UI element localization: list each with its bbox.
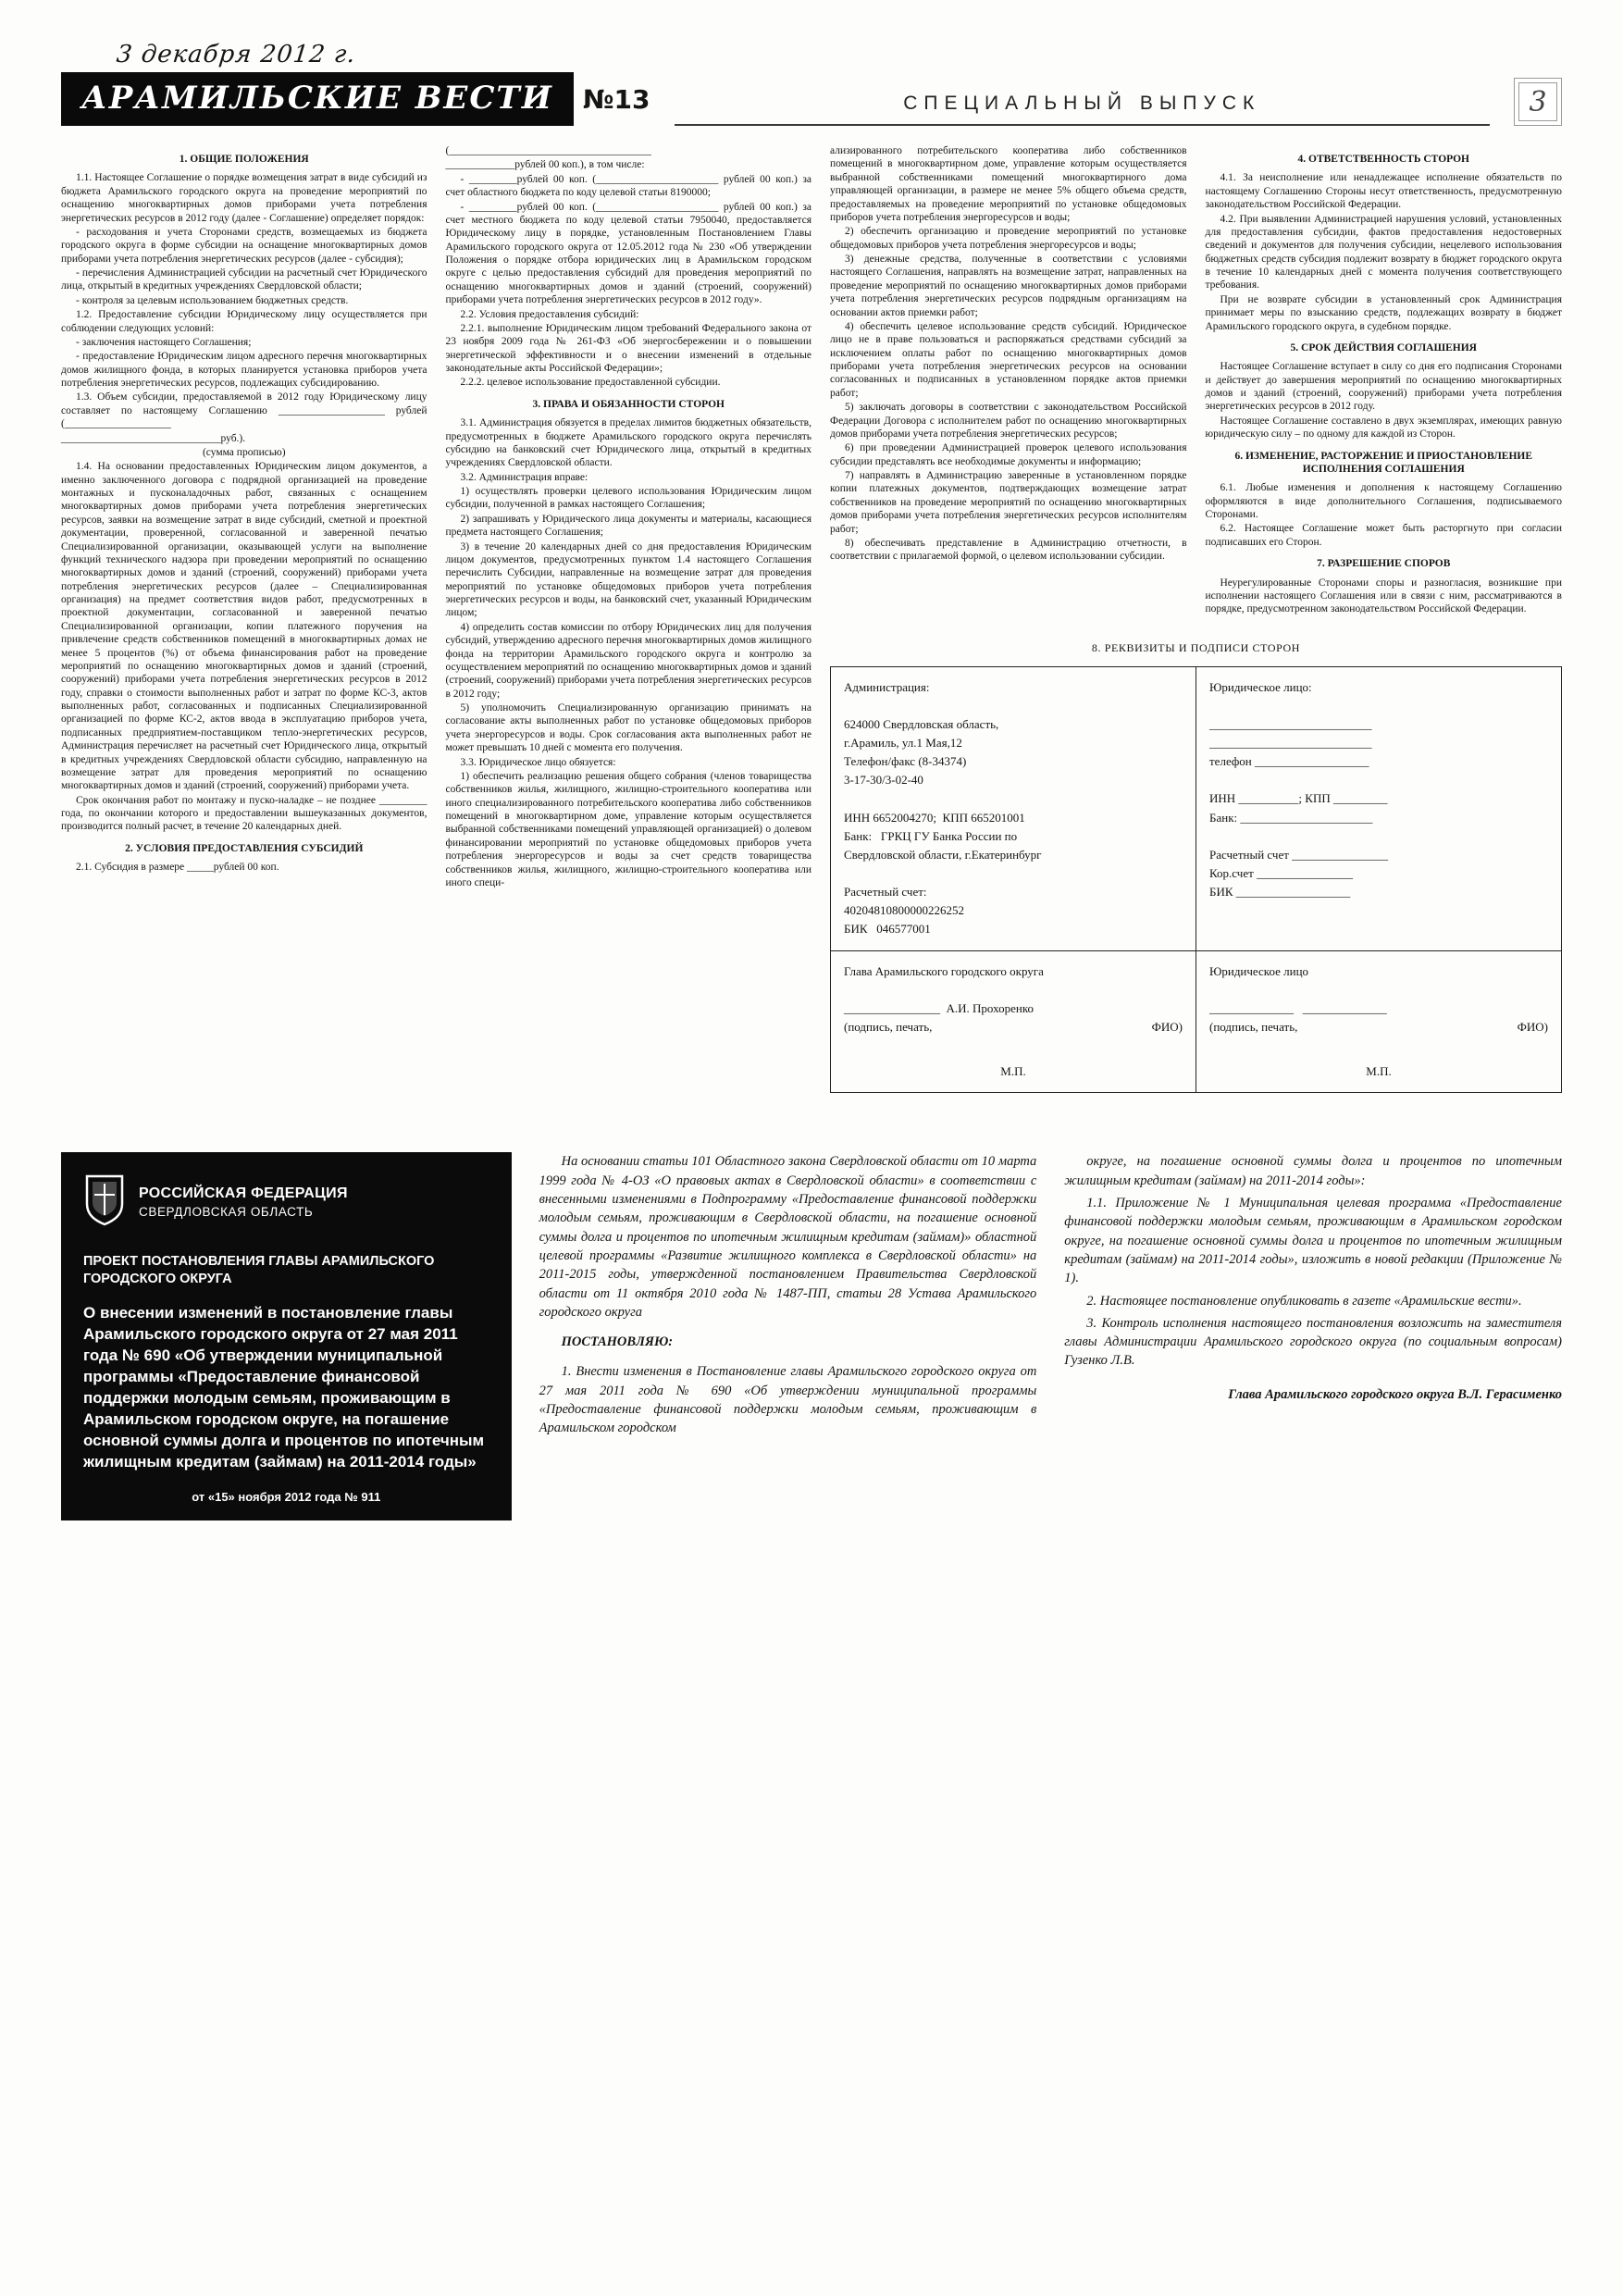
section-heading: 2. УСЛОВИЯ ПРЕДОСТАВЛЕНИЯ СУБСИДИЙ	[125, 842, 364, 854]
text-line	[1209, 827, 1548, 846]
paragraph: М.П.	[1000, 1064, 1026, 1079]
section-title-wrap	[675, 93, 1491, 126]
paragraph: 2. Настоящее постановление опубликовать в газете «Арамильские вести».	[1086, 1293, 1522, 1309]
resolution-date: от «15» ноября 2012 года № 911	[192, 1489, 381, 1504]
page-number-box	[1514, 78, 1562, 126]
text-line: ___________________________	[1209, 716, 1372, 731]
text-line	[1209, 1036, 1548, 1055]
paragraph: 3.1. Администрация обязуется в пределах лимитов бюджетных обязательств, предусмотренных в бюджете Арамильского городского округа перечислять субсидию на банковский счет Юридического лица, открытый в кредитных учреждениях Свердловской области.	[445, 417, 812, 469]
resolution-column-1	[539, 1152, 1037, 1520]
text-line: ИНН __________; КПП _________	[1209, 791, 1388, 806]
paragraph: (сумма прописью)	[202, 446, 286, 458]
text-line: 40204810800000226252	[844, 903, 964, 918]
coat-of-arms-icon	[83, 1173, 126, 1231]
page-number: 3	[1518, 82, 1557, 121]
text-line: ИНН 6652004270; КПП 665201001	[844, 810, 1025, 825]
text-line: Расчетный счет ________________	[1209, 847, 1389, 862]
admin-requisites-cell	[831, 666, 1196, 950]
paragraph: При не возврате субсидии в установленный срок Администрация принимает меры по взысканию средств, подлежащих возврату в бюджет Арамильского городского округа, в судебном порядке.	[1205, 293, 1562, 332]
text-line: Администрация:	[844, 679, 930, 694]
paragraph: - предоставление Юридическим лицом адресного перечня многоквартирных домов жилищного фонда, в которых планируется установка приборов учета потребления энергетических ресурсов, подлежащих субсидированию.	[61, 351, 427, 389]
text-line: Банк: ______________________	[1209, 810, 1373, 825]
legal-entity-signature-cell	[1196, 950, 1562, 1093]
text-line: Банк: ГРКЦ ГУ Банка России по	[844, 828, 1018, 843]
text-line: БИК 046577001	[844, 922, 931, 937]
paragraph: 2) обеспечить организацию и проведение мероприятий по установке общедомовых приборов учета потребления энергоресурсов и воды;	[830, 226, 1187, 251]
section-heading: 6. ИЗМЕНЕНИЕ, РАСТОРЖЕНИЕ И ПРИОСТАНОВЛЕНИЕ ИСПОЛНЕНИЯ СОГЛАШЕНИЯ	[1234, 450, 1533, 475]
paragraph: 1.2. Предоставление субсидии Юридическому лицу осуществляется при соблюдении следующих условий:	[61, 309, 427, 334]
paragraph: (______________________________________	[445, 145, 651, 156]
paragraph: 6.1. Любые изменения и дополнения к настоящему Соглашению оформляются в виде дополнительного Соглашения, подписываемого Сторонами.	[1205, 482, 1562, 520]
paragraph: 2) запрашивать у Юридического лица документы и материалы, касающиеся предмета настоящего Соглашения;	[445, 513, 812, 539]
text-line: Свердловской области, г.Екатеринбург	[844, 847, 1042, 862]
paragraph: - перечисления Администрацией субсидии на расчетный счет Юридического лица, открытый в кредитных учреждениях Свердловской области;	[61, 267, 427, 292]
paragraph: 2.2.2. целевое использование предоставленной субсидии.	[460, 377, 721, 389]
text-line	[844, 864, 1183, 883]
requisites-table	[830, 666, 1562, 1094]
text-line	[844, 981, 1183, 999]
text-line	[1209, 981, 1548, 999]
resolution-authority	[139, 1185, 348, 1219]
region-label: СВЕРДЛОВСКАЯ ОБЛАСТЬ	[139, 1204, 314, 1219]
page-header	[61, 41, 1562, 126]
agreement-right-half	[830, 144, 1562, 1093]
split-right: ФИО)	[1151, 1020, 1183, 1035]
text-line: 3-17-30/3-02-40	[844, 773, 923, 788]
paragraph: - _________рублей 00 коп. (_______________________ рублей 00 коп.) за счет областного бюджета по коду целевой статьи 8190000;	[445, 173, 812, 199]
resolution-sidebar	[61, 1152, 512, 1520]
text-line: Глава Арамильского городского округа	[844, 963, 1044, 978]
paragraph: 4.1. За неисполнение или ненадлежащее исполнение обязательств по настоящему Соглашению Стороны несут ответственность, предусмотренную законодательством Российской Федерации.	[1205, 172, 1562, 211]
split-left: (подпись, печать,	[844, 1020, 933, 1035]
requisites-heading: 8. РЕКВИЗИТЫ И ПОДПИСИ СТОРОН	[1091, 640, 1301, 654]
resolution-column-2	[1064, 1152, 1562, 1520]
paragraph: - контроля за целевым использованием бюджетных средств.	[76, 294, 349, 306]
paragraph: 5) заключать договоры в соответствии с законодательством Российской Федерации Договора с исполнителем работ по оснащению многоквартирных домов приборами учета потребления энергетических ресурсов;	[830, 402, 1187, 440]
paragraph: 3) денежные средства, полученные в соответствии с условиями настоящего Соглашения, направлять на возмещение затрат, направленных на проведение мероприятий по оснащению многоквартирных домов приборами учета потребления энергетических ресурсов подрядным организациям на основании актов приемки работ;	[830, 254, 1187, 318]
resolution-sidebar-head	[83, 1173, 489, 1242]
signatures-row	[831, 950, 1562, 1093]
text-line: Расчетный счет:	[844, 885, 927, 900]
paragraph: - заключения настоящего Соглашения;	[76, 336, 252, 348]
text-line: г.Арамиль, ул.1 Мая,12	[844, 736, 962, 751]
paragraph: округе, на погашение основной суммы долга и процентов по ипотечным жилищным кредитам (займам) на 2011-2014 годы»:	[1064, 1154, 1562, 1188]
paragraph: 1) обеспечить реализацию решения общего собрания (членов товарищества собственников жилья, жилищного, жилищно-строительного кооператива или иного специализированного потребительского кооператива либо собственников помещений в многоквартирном доме, управление которым осуществляется выбранной собственниками помещений управляющей организацией) о долевом финансировании мероприятий по установке общедомовых приборов учета потребления энергоресурсов и воды за счет средств товарищества собственников жилья, жилищного, жилищно-строительного кооператива или иного специ-	[445, 770, 812, 888]
paragraph: 4) обеспечить целевое использование средств субсидий. Юридическое лицо не в праве пользоваться и распоряжаться средствами субсидий за исключением оплаты работ по оснащению многоквартирных домов приборами учета потребления энергетических ресурсов на основании согласованных и подписанных в установленном порядке актов приемки работ;	[830, 320, 1187, 399]
text-line: Юридическое лицо	[1209, 963, 1309, 978]
paragraph: 1.4. На основании предоставленных Юридическим лицом документов, а именно заключенного договора с подрядной организацией на проведение монтажных и пусконаладочных работ, связанных с оснащением многоквартирных домов приборами учета потребления энергетических ресурсов, заявки на возмещение затрат в виде субсидий, сметной и проектной документации, проверенной, согласованной и заверенной печатью Специализированной организации, оказывающей услуги на выполнение функций технического надзора при проведении мероприятий по оснащению многоквартирных домов и зданий (строений, сооружений) приборами учета потребления энергетических ресурсов (далее – Специализированная организация) на предмет соответствия видов работ, предусмотренных в проектной документации, согласованной и заверенной печатью Специализированной организации, копии платежного поручения на привлечение средств собственников помещений в многоквартирных домах не менее 5 процентов (%) от объема финансирования работ на проведение мероприятий по оснащению многоквартирных домов и зданий (строений, сооружений) приборами учета потребления энергетических ресурсов в 2012 году, справки о стоимости выполненных работ и затрат по форме КС-3, актов выполненных работ, согласованных и подписанных Специализированной организацией по форме КС-2, актов ввода в эксплуатацию приборов учета, подписанных предприятием-поставщиком тепло-энергетических ресурсов, Администрация перечисляет на расчетный счет Юридического лица, открытый в кредитных учреждениях Свердловской области субсидию, направленную на возмещение затрат для проведения мероприятий по оснащению многоквартирных домов и зданий (строений, сооружений) приборами учета.	[61, 461, 427, 792]
paragraph: 7) направлять в Администрацию заверенные в установленном порядке копии платежных документов, подтверждающих возмещение затрат собственников на проведение мероприятий по оснащению многоквартирных домов приборами учета потребления энергетических ресурсов исполнителям работ;	[830, 470, 1187, 535]
paragraph: 1.3. Объем субсидии, предоставляемой в 2012 году Юридическому лицу составляет по настоящему Соглашению ____________________ рублей (____________________	[61, 391, 427, 430]
admin-signature-cell	[831, 950, 1196, 1093]
agreement-column-2	[446, 144, 812, 1093]
masthead-row	[61, 72, 650, 126]
text-line: телефон ___________________	[1209, 754, 1369, 769]
paragraph: 2.2. Условия предоставления субсидий:	[460, 308, 639, 320]
split-left: (подпись, печать,	[1209, 1020, 1298, 1035]
issue-date: 3 декабря 2012 г.	[115, 41, 358, 68]
split-right: ФИО)	[1517, 1020, 1548, 1035]
text-line	[844, 697, 1183, 715]
paragraph: 2.2.1. выполнение Юридическим лицом требований Федерального закона от 23 ноября 2009 года № 261-ФЗ «Об энергосбережении и о повышении энергетической эффективности и о внесении изменений в отдельные законодательные акты Российской Федерации»;	[445, 322, 812, 374]
text-line: Кор.счет ________________	[1209, 866, 1354, 881]
paragraph: 6) при проведении Администрацией проверок целевого использования субсидии представлять все необходимые документы и информацию;	[830, 442, 1187, 467]
text-line	[1209, 697, 1548, 715]
paragraph: М.П.	[1366, 1064, 1392, 1079]
section-heading: 3. ПРАВА И ОБЯЗАННОСТИ СТОРОН	[532, 398, 725, 410]
paragraph: 1.1. Приложение № 1 Муниципальная целевая программа «Предоставление финансовой поддержки молодым семьям, проживающим в Арамильском городском округе, на погашение основной суммы долга и процентов по ипотечным жилищным кредитам (займам) на 2011-2014 годы», изложить в новой редакции (Приложение № 1).	[1064, 1196, 1562, 1286]
section-heading: 1. ОБЩИЕ ПОЛОЖЕНИЯ	[179, 154, 309, 165]
paragraph: - _________рублей 00 коп. (_______________________ рублей 00 коп.) за счет местного бюджета по коду целевой статьи 7950040, предоставляется Юридическому лицу в порядке, установленным Постановлением Главы Арамильского городского округа от 12.05.2012 года № 230 «Об утверждении Положения о порядке отбора юридических лиц в Арамильском городском округе с целью предоставления субсидий для проведения мероприятий по оснащению многоквартирных домов и зданий (строений, сооружений) приборами учета потребления энергетических ресурсов в 2012 году».	[445, 201, 812, 306]
issue-number: №13	[582, 83, 650, 115]
legal-entity-requisites-cell	[1196, 666, 1562, 950]
paragraph: 4.2. При выявлении Администрацией нарушения условий, установленных для предоставления субсидии, фактов предоставления недостоверных сведений и документов для получения субсидии, нецелевого использования бюджетных средств субсидия подлежит возврату в бюджет городского округа в течение 10 календарных дней с момента получения соответствующего требования.	[1205, 213, 1562, 292]
paragraph: На основании статьи 101 Областного закона Свердловской области от 10 марта 1999 года № 4-ОЗ «О правовых актах в Свердловской области» в соответствии с внесенными изменениями в Подпрограмму «Предоставление финансовой поддержки молодым семьям, проживающим в Свердловской области, на погашение основной суммы долга и процентов по ипотечным жилищным кредитам (займам)» областной целевой программы «Развитие жилищного комплекса в Свердловской области» на 2011-2015 годы, утвержденной постановлением Правительства Свердловской области от 11 октября 2010 года № 1487-ПП, статьи 28 Устава Арамильского городского округа	[539, 1154, 1037, 1320]
paragraph: 5) уполномочить Специализированную организацию принимать на согласование акты выполненных работ по установке общедомовых приборов учета энергоресурсов и воды. Срок согласования акта выполненных работ не может превышать 10 дней с момента его получения.	[445, 702, 812, 754]
agreement-columns-3-4	[830, 144, 1562, 617]
requisites-row	[831, 666, 1562, 950]
paragraph: 2.1. Субсидия в размере _____рублей 00 коп.	[76, 862, 279, 874]
paragraph: Настоящее Соглашение вступает в силу со дня его подписания Сторонами и действует до завершения мероприятий по оснащению многоквартирных домов и зданий (строений, сооружений) приборами учета потребления энергетических ресурсов в 2012 году.	[1205, 361, 1562, 413]
paragraph: 3.3. Юридическое лицо обязуется:	[460, 756, 616, 768]
paragraph: 1. Внести изменения в Постановление главы Арамильского городского округа от 27 мая 2011 года № 690 «Об утверждении муниципальной программы «Предоставление финансовой поддержки молодым семьям, проживающим в Арамильском городском	[539, 1364, 1037, 1436]
text-line	[1209, 771, 1548, 789]
section-title: СПЕЦИАЛЬНЫЙ ВЫПУСК	[903, 93, 1261, 114]
text-line	[844, 789, 1183, 808]
paragraph: Неурегулированные Сторонами споры и разногласия, возникшие при исполнении настоящего Соглашения или в связи с ним, рассматриваются в порядке, предусмотренном законодательством Российской Федерации.	[1205, 577, 1562, 615]
paragraph: - расходования и учета Сторонами средств, возмещаемых из бюджета городского округа в форме субсидии на оснащение многоквартирных домов приборами учета потребления энергетических ресурсов (далее - субсидия);	[61, 226, 427, 265]
resolution-title: О внесении изменений в постановление главы Арамильского городского округа от 27 мая 2011 года № 690 «Об утверждении муниципальной программы «Предоставление финансовой поддержки молодым семьям, проживающим в Арамильском городском округе, на погашение основной суммы долга и процентов по ипотечным жилищным кредитам (займам) на 2011-2014 годы»	[83, 1304, 485, 1471]
split-line	[1209, 1018, 1548, 1036]
federation-label: РОССИЙСКАЯ ФЕДЕРАЦИЯ	[139, 1185, 348, 1201]
text-line: ______________ ______________	[1209, 1000, 1387, 1015]
paragraph: ализированного потребительского кооператива либо собственников помещений в многоквартирном доме, управление которым осуществляется выбранной собственниками помещений многоквартирного дома управляющей организации, в размере не менее 5% общего объема средств, предоставляемых на проведение мероприятий по установке общедомовых приборов учета потребления энергоресурсов и воды;	[830, 145, 1187, 223]
masthead	[61, 41, 650, 126]
masthead-title: АРАМИЛЬСКИЕ ВЕСТИ	[61, 72, 574, 126]
text-line: Телефон/факс (8-34374)	[844, 754, 967, 769]
text-line: Юридическое лицо:	[1209, 679, 1312, 694]
resolution-article	[61, 1152, 1562, 1520]
section-heading: 4. ОТВЕТСТВЕННОСТЬ СТОРОН	[1297, 154, 1469, 165]
section-heading: 5. СРОК ДЕЙСТВИЯ СОГЛАШЕНИЯ	[1290, 341, 1477, 354]
text-line: ________________ А.И. Прохоренко	[844, 1000, 1034, 1015]
section-heading: 7. РАЗРЕШЕНИЕ СПОРОВ	[1317, 558, 1451, 570]
text-line: БИК ___________________	[1209, 885, 1351, 900]
paragraph: 3. Контроль исполнения настоящего постановления возложить на заместителя главы Администрации Арамильского городского округа (по социальным вопросам) Гузенко Л.В.	[1064, 1315, 1562, 1369]
resolution-kicker: ПРОЕКТ ПОСТАНОВЛЕНИЯ ГЛАВЫ АРАМИЛЬСКОГО ГОРОДСКОГО ОКРУГА	[83, 1254, 435, 1287]
agreement-column-4	[1206, 144, 1563, 617]
paragraph: 3.2. Администрация вправе:	[460, 471, 588, 483]
agreement-article	[61, 144, 1562, 1093]
text-line	[844, 1036, 1183, 1055]
agreement-column-3	[830, 144, 1187, 617]
paragraph: Настоящее Соглашение составлено в двух экземплярах, имеющих равную юридическую силу – по одному для каждой из Сторон.	[1205, 415, 1562, 441]
text-line: 624000 Свердловская область,	[844, 716, 999, 731]
paragraph: ПОСТАНОВЛЯЮ:	[561, 1334, 674, 1350]
paragraph: 3) в течение 20 календарных дней со дня предоставления Юридическим лицом документов, предусмотренных пунктом 1.4 настоящего Соглашения перечислить Субсидии, направленные на возмещение затрат для проведения мероприятий по установке общедомовых приборов учета потребления энергетических ресурсов и воды, на банковский счет, указанный Юридическим лицом;	[445, 540, 812, 619]
paragraph: 8) обеспечивать представление в Администрацию отчетности, в соответствии с прилагаемой формой, о целевом использовании субсидии.	[830, 537, 1187, 563]
paragraph: 6.2. Настоящее Соглашение может быть расторгнуто при согласии подписавших его Сторон.	[1205, 523, 1562, 548]
text-line: ___________________________	[1209, 736, 1372, 751]
agreement-column-1	[61, 144, 427, 1093]
paragraph: 1) осуществлять проверки целевого использования Юридическим лицом субсидии, полученной в рамках настоящего Соглашения;	[445, 486, 812, 511]
paragraph: Глава Арамильского городского округа В.Л. Герасименко	[1228, 1386, 1562, 1402]
paragraph: _____________рублей 00 коп.), в том числе:	[445, 159, 645, 171]
split-line	[844, 1018, 1183, 1036]
paragraph: 4) определить состав комиссии по отбору Юридических лиц для получения субсидий, утверждению адресного перечня многоквартирных домов жилищного фонда на территории Арамильского городского округа и контролю за осуществлением мероприятий по оснащению многоквартирных домов и зданий (строений, сооружений) приборами учета потребления энергетических ресурсов в 2012 году;	[445, 621, 812, 700]
paragraph: 1.1. Настоящее Соглашение о порядке возмещения затрат в виде субсидий из бюджета Арамильского городского округа на проведение мероприятий по оснащению многоквартирных домов приборами учета потребления энергетических ресурсов в 2012 году (далее - Соглашение) определяет порядок:	[61, 172, 427, 224]
paragraph: ______________________________руб.).	[61, 432, 246, 444]
paragraph: Срок окончания работ по монтажу и пуско-наладке – не позднее _________ года, по окончании которого и предоставлении вышеуказанных документов, производится полный расчет, в течение 20 календарных дней.	[61, 794, 427, 833]
